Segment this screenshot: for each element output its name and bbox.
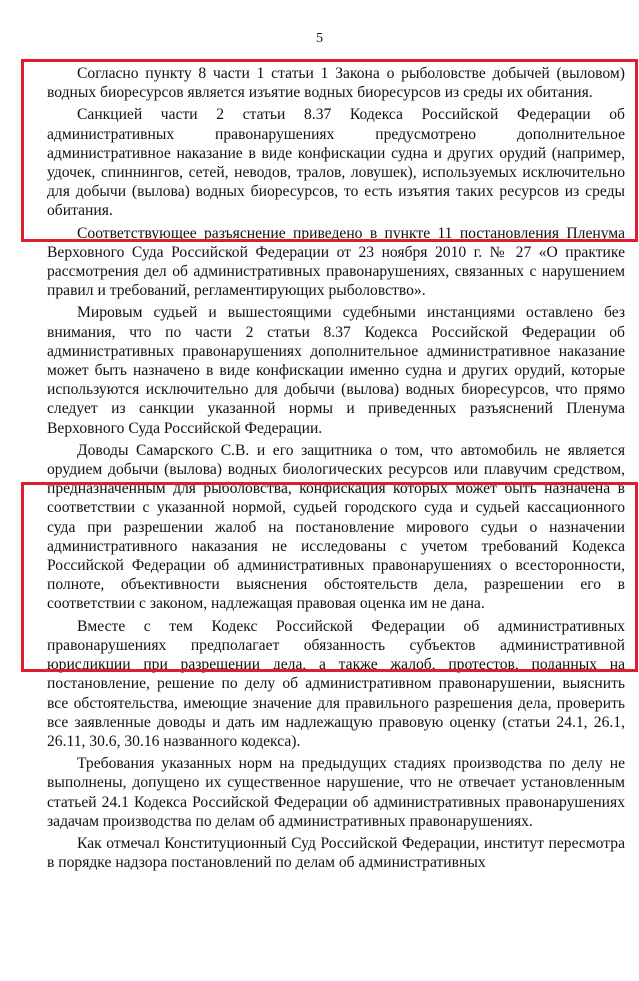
paragraph-sanction-article-8-37: Санкцией части 2 статьи 8.37 Кодекса Российской Федерации об административных правонарушениях предусмотрено дополнительное административное наказание в виде конфискации судна и других орудий (например, удочек, спиннингов, сетей, неводов, тралов, ловушек), используемых исключительно для добычи (вылова) водных биоресурсов, то есть изъятия таких ресурсов из среды обитания.	[47, 106, 625, 220]
page-number: 5	[316, 31, 323, 46]
paragraph-plenum-clarification: Соответствующее разъяснение приведено в пункте 11 постановления Пленума Верховного Суда Российской Федерации от 23 ноября 2010 г. № 27 «О практике рассмотрения дел об административных правонарушениях, связанных с нарушением правил и требований, регламентирующих рыболовство».	[47, 224, 625, 300]
document-body	[47, 64, 625, 875]
paragraph-lower-courts-omission: Мировым судьей и вышестоящими судебными инстанциями оставлено без внимания, что по части 2 статьи 8.37 Кодекса Российской Федерации об административных правонарушениях дополнительное административное наказание может быть назначено в виде конфискации именно судна и других орудий, которые используются исключительно для добычи (вылова) водных биоресурсов, что прямо следует из санкции указанной нормы и приведенных разъяснений Пленума Верховного Суда Российской Федерации.	[47, 304, 625, 437]
paragraph-defense-arguments: Доводы Самарского С.В. и его защитника о том, что автомобиль не является орудием добычи (вылова) водных биологических ресурсов или плавучим средством, предназначенным для рыболовства, конфискация которых может быть назначена в соответствии с указанной нормой, судьей городского суда и судьей кассационного суда при разрешении жалоб на постановление мирового судьи о назначении административного наказания не исследованы с учетом требований Кодекса Российской Федерации об административных правонарушениях о всесторонности, полноте, объективности выяснения обстоятельств дела, разрешении его в соответствии с законом, надлежащая правовая оценка им не дана.	[47, 441, 625, 613]
paragraph-fishing-definition: Согласно пункту 8 части 1 статьи 1 Закона о рыболовстве добычей (выловом) водных биоресурсов является изъятие водных биоресурсов из среды их обитания.	[47, 65, 625, 102]
paragraph-norms-violated: Требования указанных норм на предыдущих стадиях производства по делу не выполнены, допущено их существенное нарушение, что не отвечает установленным статьей 24.1 Кодекса Российской Федерации об административных правонарушениях задачам производства по делам об административных правонарушениях.	[47, 755, 625, 830]
paragraph-code-obligations: Вместе с тем Кодекс Российской Федерации об административных правонарушениях предполагает обязанность субъектов административной юрисдикции при разрешении дела, а также жалоб, протестов, поданных на постановление, решение по делу об административном правонарушении, выяснить все обстоятельства, имеющие значение для правильного разрешения дела, проверить все заявленные доводы и дать им надлежащую правовую оценку (статьи 24.1, 26.1, 26.11, 30.6, 30.16 названного кодекса).	[47, 617, 625, 750]
paragraph-constitutional-court: Как отмечал Конституционный Суд Российской Федерации, институт пересмотра в порядке надзора постановлений по делам об административных	[47, 834, 625, 872]
